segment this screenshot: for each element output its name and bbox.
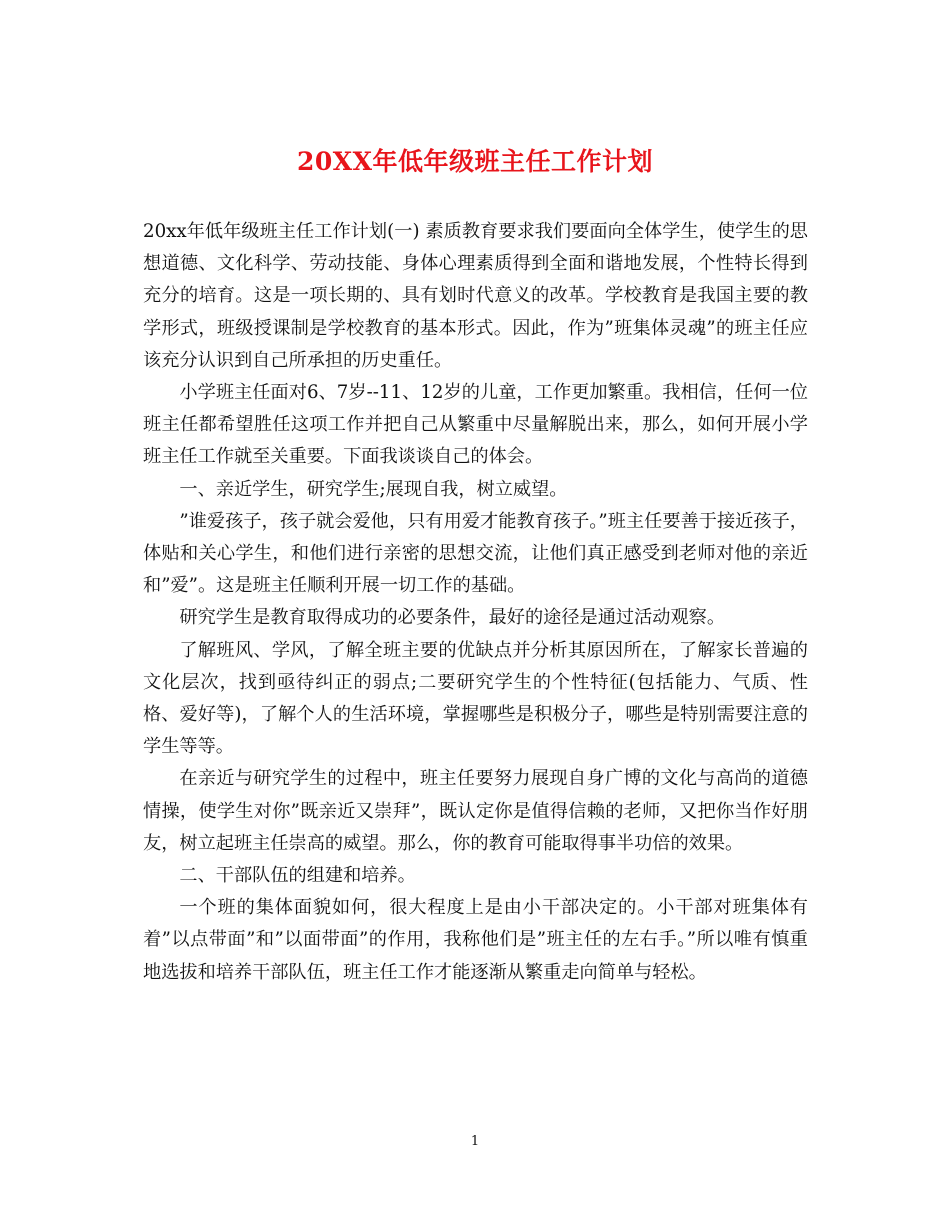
paragraph-4: 了解班风、学风，了解全班主要的优缺点并分析其原因所在，了解家长普遍的文化层次，找到亟待纠正的弱点;二要研究学生的个性特征(包括能力、气质、性格、爱好等)，了解个人的生活环境，掌握哪些是积极分子，哪些是特别需要注意的学生等等。 (143, 639, 808, 758)
paragraph-6: 一个班的集体面貌如何，很大程度上是由小干部决定的。小干部对班集体有着”以点带面”和”以面带面”的作用，我称他们是”班主任的左右手。”所以唯有慎重地选拔和培养干部队伍，班主任工作才能逐渐从繁重走向简单与轻松。 (143, 897, 808, 983)
intro-text: 素质教育要求我们要面向全体学生，使学生的思想道德、文化科学、劳动技能、身体心理素质得到全面和谐地发展，个性特长得到充分的培育。这是一项长期的、具有划时代意义的改革。学校教育是我国主要的教学形式，班级授课制是学校教育的基本形式。因此，作为”班集体灵魂”的班主任应该充分认识到自己所承担的历史重任。 (143, 221, 808, 371)
paragraph-3: 研究学生是教育取得成功的必要条件，最好的途径是通过活动观察。 (179, 607, 726, 629)
intro-paragraph (143, 216, 808, 377)
page-number: 1 (470, 1134, 480, 1149)
document-body (143, 216, 808, 989)
paragraph-2: ”谁爱孩子，孩子就会爱他，只有用爱才能教育孩子。”班主任要善于接近孩子，体贴和关心学生，和他们进行亲密的思想交流，让他们真正感受到老师对他的亲近和”爱”。这是班主任顺利开展一切工作的基础。 (143, 510, 808, 597)
section-heading-1: 一、亲近学生，研究学生;展现自我，树立威望。 (179, 478, 568, 500)
document-title: 20XX年低年级班主任工作计划 (296, 147, 654, 176)
intro-label: 20xx年低年级班主任工作计划(一) (143, 221, 420, 242)
paragraph-1: 小学班主任面对6、7岁--11、12岁的儿童，工作更加繁重。我相信，任何一位班主任都希望胜任这项工作并把自己从繁重中尽量解脱出来，那么，如何开展小学班主任工作就至关重要。下面我谈谈自己的体会。 (143, 382, 808, 468)
paragraph-5: 在亲近与研究学生的过程中，班主任要努力展现自身广博的文化与高尚的道德情操，使学生对你”既亲近又崇拜”，既认定你是值得信赖的老师，又把你当作好朋友，树立起班主任崇高的威望。那么，你的教育可能取得事半功倍的效果。 (143, 768, 808, 854)
section-heading-2: 二、干部队伍的组建和培养。 (179, 865, 416, 887)
